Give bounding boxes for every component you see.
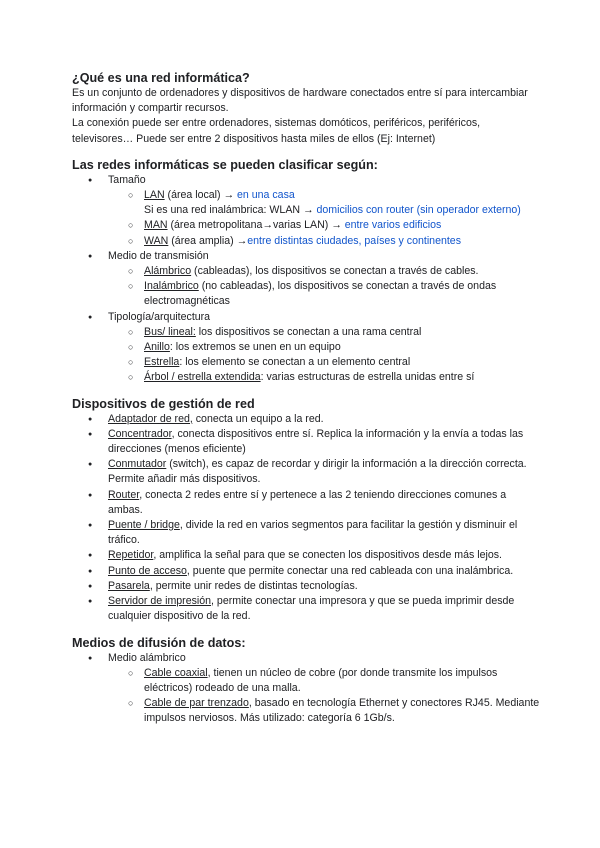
text-wlan: Si es una red inalámbrica: WLAN → xyxy=(144,204,317,217)
text-punto-acceso: , puente que permite conectar una red cableada con una inalámbrica. xyxy=(186,564,514,577)
document-page xyxy=(72,70,542,727)
sublist-item-alambrico xyxy=(72,264,542,279)
term-bus: Bus/ lineal: xyxy=(144,325,196,338)
text-conmutador: (switch), es capaz de recordar y dirigir la información a la dirección correcta. Permite añadir más dispositivos. xyxy=(108,458,527,486)
text-servidor-impresion: , permite conectar una impresora y que se pueda imprimir desde cualquier dispositivo de la red. xyxy=(108,595,515,623)
section-title-dispositivos: Dispositivos de gestión de red xyxy=(72,396,255,411)
sublist-item-estrella xyxy=(72,355,542,370)
term-inalambrico: Inalámbrico xyxy=(144,280,199,293)
text-bus: los dispositivos se conectan a una rama central xyxy=(195,325,422,338)
term-par-trenzado: Cable de par trenzado xyxy=(144,697,249,710)
term-anillo: Anillo xyxy=(144,341,170,354)
list-item xyxy=(72,427,542,457)
text-coaxial: , tienen un núcleo de cobre (por donde transmite los impulsos eléctricos) rodeado de una malla. xyxy=(144,666,498,694)
sublist-item-par-trenzado xyxy=(72,696,542,726)
text-alambrico: (cableadas), los dispositivos se conectan a través de cables. xyxy=(191,265,479,278)
sublist-item-anillo xyxy=(72,340,542,355)
list-item xyxy=(72,457,542,487)
list-item xyxy=(72,518,542,548)
term-adaptador: Adaptador de red, xyxy=(108,412,193,425)
list-item-tamano xyxy=(72,173,542,249)
sublist-item-bus xyxy=(72,325,542,340)
sublist-item-wan xyxy=(72,234,542,249)
classification-list xyxy=(72,173,542,386)
text-inalambrico: (no cableadas), los dispositivos se conectan a través de ondas electromagnéticas xyxy=(144,280,497,308)
list-item-tipologia xyxy=(72,310,542,386)
list-item xyxy=(72,564,542,579)
highlight-wlan: domicilios con router (sin operador externo) xyxy=(316,204,521,217)
term-estrella: Estrella xyxy=(144,356,180,369)
list-item-label: Tipología/arquitectura xyxy=(108,310,211,323)
section-title-clasificacion: Las redes informáticas se pueden clasificar según: xyxy=(72,157,378,172)
text-repetidor: , amplifica la señal para que se conecten los dispositivos desde más lejos. xyxy=(153,549,502,562)
section-title-red-informatica: ¿Qué es una red informática? xyxy=(72,71,250,85)
term-pasarela: Pasarela xyxy=(108,579,150,592)
term-coaxial: Cable coaxial xyxy=(144,666,208,679)
sublist-item-coaxial xyxy=(72,666,542,696)
paragraph-definition: Es un conjunto de ordenadores y dispositivos de hardware conectados entre sí para intercambiar información y compartir recursos. xyxy=(72,87,528,115)
term-alambrico: Alámbrico xyxy=(144,265,192,278)
term-man: MAN xyxy=(144,219,168,232)
list-item-label: Medio alámbrico xyxy=(108,651,186,664)
term-servidor-impresion: Servidor de impresión xyxy=(108,595,212,608)
sublist-item-lan xyxy=(72,188,542,218)
term-conmutador: Conmutador xyxy=(108,458,167,471)
devices-list xyxy=(72,412,542,625)
list-item-medio-alambrico xyxy=(72,651,542,727)
term-arbol: Árbol / estrella extendida xyxy=(144,371,261,384)
list-item-label: Medio de transmisión xyxy=(108,249,209,262)
term-router: Router xyxy=(108,488,140,501)
list-item xyxy=(72,594,542,624)
list-item xyxy=(72,579,542,594)
tamano-sublist xyxy=(108,188,542,249)
term-repetidor: Repetidor xyxy=(108,549,154,562)
highlight-lan: en una casa xyxy=(237,189,295,202)
text-concentrador: , conecta dispositivos entre sí. Replica la información y la envía a todas las direcciones (menos eficiente) xyxy=(108,427,524,456)
term-punto-acceso: Punto de acceso xyxy=(108,564,187,577)
sublist-item-inalambrico xyxy=(72,279,542,309)
text-estrella: : los elemento se conectan a un elemento central xyxy=(179,356,411,369)
section-title-medios: Medios de difusión de datos: xyxy=(72,635,246,650)
medio-alambrico-sublist xyxy=(108,666,542,727)
list-item xyxy=(72,488,542,518)
list-item-medio xyxy=(72,249,542,310)
text-wan: (área amplia) → xyxy=(168,234,248,247)
text-pasarela: , permite unir redes de distintas tecnologías. xyxy=(149,579,358,592)
list-item-label: Tamaño xyxy=(108,173,146,186)
text-adaptador: conecta un equipo a la red. xyxy=(192,412,324,425)
sublist-item-arbol xyxy=(72,370,542,385)
term-concentrador: Concentrador xyxy=(108,427,172,440)
medio-sublist xyxy=(108,264,542,310)
text-lan: (área local) → xyxy=(164,189,238,202)
wlan-line xyxy=(144,203,542,218)
text-arbol: : varias estructuras de estrella unidas entre sí xyxy=(260,371,475,384)
list-item xyxy=(72,412,542,427)
term-lan: LAN xyxy=(144,189,165,202)
text-puente: , divide la red en varios segmentos para facilitar la gestión y disminuir el tráfico. xyxy=(108,519,518,547)
highlight-wan: entre distintas ciudades, países y continentes xyxy=(247,234,461,247)
paragraph-connection: La conexión puede ser entre ordenadores, sistemas domóticos, periféricos, periféricos, televisores… Puede ser entre 2 dispositivos hasta miles de ellos (Ej: Internet) xyxy=(72,117,481,145)
highlight-man: entre varios edificios xyxy=(344,219,442,232)
text-man: (área metropolitana→varias LAN) → xyxy=(167,219,345,232)
term-puente: Puente / bridge xyxy=(108,519,180,532)
list-item xyxy=(72,548,542,563)
term-wan: WAN xyxy=(144,234,169,247)
media-list xyxy=(72,651,542,727)
text-router: , conecta 2 redes entre sí y pertenece a las 2 teniendo direcciones comunes a ambas. xyxy=(108,488,507,516)
text-anillo: : los extremos se unen en un equipo xyxy=(169,341,341,354)
tipologia-sublist xyxy=(108,325,542,386)
text-par-trenzado: , basado en tecnología Ethernet y conectores RJ45. Mediante impulsos nerviosos. Más utilizado: categoría 6 1Gb/s. xyxy=(144,697,540,725)
sublist-item-man xyxy=(72,218,542,233)
